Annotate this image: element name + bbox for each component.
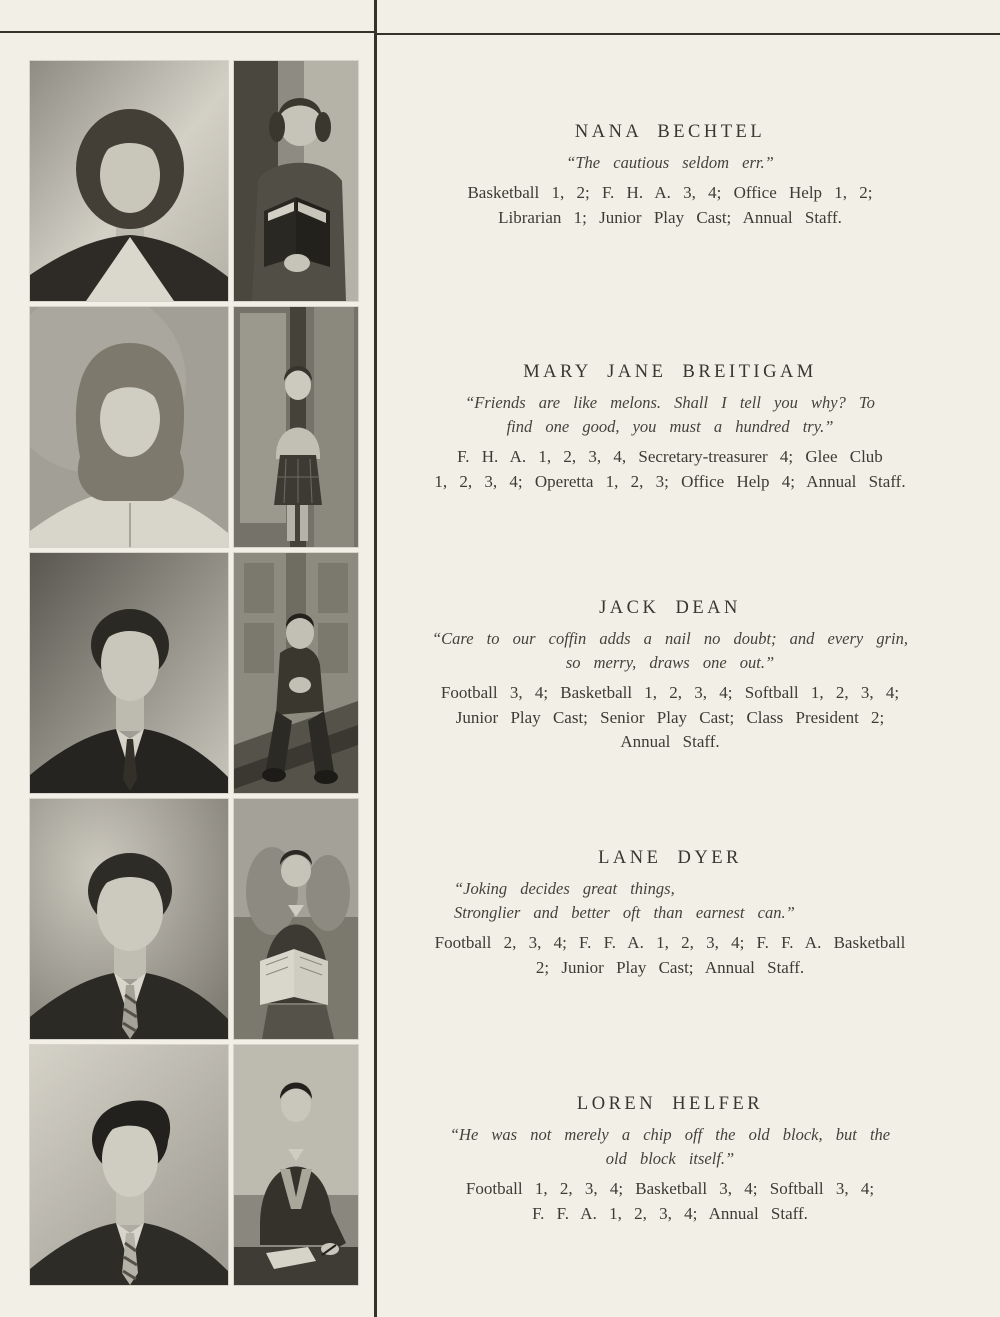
portrait-photo: [30, 1045, 228, 1285]
candid-photo: [234, 307, 358, 547]
quote-line: Stronglier and better oft than earnest can.”: [454, 903, 795, 922]
student-activities: [392, 181, 948, 230]
quote-line: “Friends are like melons. Shall I tell you why? To: [465, 393, 875, 412]
student-entry: [392, 360, 948, 494]
activities-line: F. F. A. 1, 2, 3, 4; Annual Staff.: [532, 1203, 808, 1223]
activities-line: Junior Play Cast; Senior Play Cast; Class President 2;: [455, 707, 885, 727]
photo-row: [30, 61, 358, 301]
student-name: LOREN HELFER: [576, 1094, 764, 1114]
student-quote: [392, 391, 948, 439]
student-name: JACK DEAN: [599, 598, 741, 618]
student-activities: [392, 445, 948, 494]
top-rule-right: [374, 33, 1000, 35]
student-entry: [392, 1092, 948, 1226]
top-rule-left: [0, 31, 374, 33]
candid-photo: [234, 61, 358, 301]
candid-photo: [234, 799, 358, 1039]
quote-line: so merry, draws one out.”: [565, 653, 775, 672]
center-rule: [374, 0, 377, 1317]
student-quote: [392, 1123, 948, 1171]
student-name: LANE DYER: [598, 848, 742, 868]
photo-row: [30, 307, 358, 547]
student-name: NANA BECHTEL: [574, 122, 766, 142]
student-activities: [392, 931, 948, 980]
portrait-photo: [30, 553, 228, 793]
student-entry: [392, 846, 948, 980]
activities-line: F. H. A. 1, 2, 3, 4, Secretary-treasurer 4; Glee Club: [457, 447, 883, 466]
portrait-photo: [30, 799, 228, 1039]
photo-row: [30, 1045, 358, 1285]
activities-line: 2; Junior Play Cast; Annual Staff.: [535, 957, 805, 977]
photo-row: [30, 799, 358, 1039]
student-quote: [392, 151, 948, 175]
student-quote: [392, 877, 948, 925]
quote-line: “The cautious seldom err.”: [566, 153, 774, 172]
activities-line: Football 2, 3, 4; F. F. A. 1, 2, 3, 4; F. F. A. Basketball: [434, 933, 906, 952]
quote-line: “Joking decides great things,: [454, 879, 675, 898]
student-activities: [392, 681, 948, 755]
photo-row: [30, 553, 358, 793]
quote-line: old block itself.”: [605, 1149, 735, 1168]
activities-line: Basketball 1, 2; F. H. A. 3, 4; Office Help 1, 2;: [467, 183, 873, 202]
portrait-photo: [30, 307, 228, 547]
activities-line: Football 1, 2, 3, 4; Basketball 3, 4; Softball 3, 4;: [465, 1179, 875, 1198]
activities-line: Football 3, 4; Basketball 1, 2, 3, 4; Softball 1, 2, 3, 4;: [440, 683, 900, 702]
student-activities: [392, 1177, 948, 1226]
activities-line: 1, 2, 3, 4; Operetta 1, 2, 3; Office Help 4; Annual Staff.: [434, 471, 906, 491]
student-entry: [392, 120, 948, 230]
activities-line: Librarian 1; Junior Play Cast; Annual Staff.: [498, 207, 842, 227]
quote-line: “Care to our coffin adds a nail no doubt; and every grin,: [431, 629, 909, 648]
candid-photo: [234, 553, 358, 793]
student-quote: [392, 627, 948, 675]
candid-photo: [234, 1045, 358, 1285]
portrait-photo: [30, 61, 228, 301]
student-entry: [392, 596, 948, 755]
activities-line: Annual Staff.: [620, 732, 720, 751]
quote-line: find one good, you must a hundred try.”: [506, 417, 834, 436]
quote-line: “He was not merely a chip off the old block, but the: [449, 1125, 891, 1144]
student-name: MARY JANE BREITIGAM: [523, 362, 817, 382]
